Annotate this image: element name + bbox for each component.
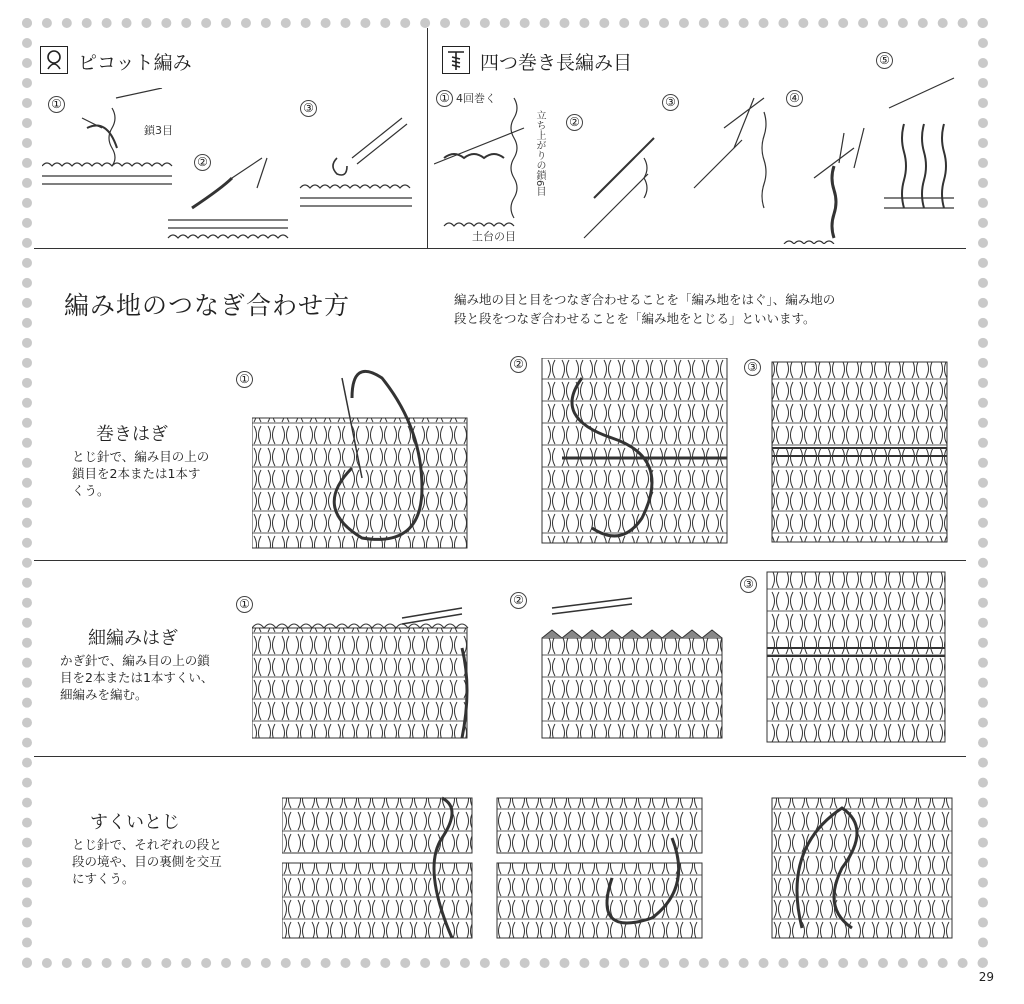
joining-title: 編み地のつなぎ合わせ方 xyxy=(64,291,351,320)
quadruple-treble-title: 四つ巻き長編み目 xyxy=(480,52,633,74)
mattress-stitch-title: すくいとじ xyxy=(90,812,180,833)
whip-step-3: ③ xyxy=(744,359,761,376)
qt-rise-note: 立ち上がりの鎖6目 xyxy=(534,110,545,197)
sc-join-illustration xyxy=(252,568,952,748)
qt-step-2: ② xyxy=(566,114,583,131)
qt-wrap-note: 4回巻く xyxy=(456,92,496,105)
page-number: 29 xyxy=(978,970,994,984)
top-divider-vertical xyxy=(427,28,428,248)
mattress-stitch-description: とじ針で、それぞれの段と段の境や、目の裏側を交互にすくう。 xyxy=(72,837,222,886)
sc-step-3: ③ xyxy=(740,576,757,593)
qt-step-5: ⑤ xyxy=(876,52,893,69)
whip-join-title: 巻きはぎ xyxy=(96,424,168,445)
sc-step-1: ① xyxy=(236,596,253,613)
picot-illustration xyxy=(42,88,422,243)
whip-step-1: ① xyxy=(236,371,253,388)
picot-title: ピコット編み xyxy=(78,52,192,74)
page-content xyxy=(34,28,966,956)
divider-2 xyxy=(34,560,966,561)
sc-join-title: 細編みはぎ xyxy=(88,628,178,649)
sc-step-2: ② xyxy=(510,592,527,609)
qt-step-3: ③ xyxy=(662,94,679,111)
qt-base-note: 土台の目 xyxy=(472,230,516,243)
mattress-stitch-illustration xyxy=(282,788,962,948)
quadruple-treble-illustration xyxy=(434,68,964,244)
picot-step-2: ② xyxy=(194,154,211,171)
sc-join-description: かぎ針で、編み目の上の鎖目を2本または1本すくい、細編みを編む。 xyxy=(60,653,214,702)
divider-1 xyxy=(34,248,966,249)
joining-intro-line-1: 編み地の目と目をつなぎ合わせることを「編み地をはぐ」、編み地の xyxy=(454,292,836,307)
divider-3 xyxy=(34,756,966,757)
whip-step-2: ② xyxy=(510,356,527,373)
picot-chain-note: 鎖3目 xyxy=(144,124,173,137)
picot-step-1: ① xyxy=(48,96,65,113)
qt-step-4: ④ xyxy=(786,90,803,107)
joining-intro-line-2: 段と段をつなぎ合わせることを「編み地をとじる」といいます。 xyxy=(454,311,816,326)
picot-symbol-icon xyxy=(40,46,68,74)
qt-step-1: ① xyxy=(436,90,453,107)
picot-step-3: ③ xyxy=(300,100,317,117)
whip-join-illustration xyxy=(252,358,952,558)
whip-join-description: とじ針で、編み目の上の鎖目を2本または1本すくう。 xyxy=(72,449,210,498)
